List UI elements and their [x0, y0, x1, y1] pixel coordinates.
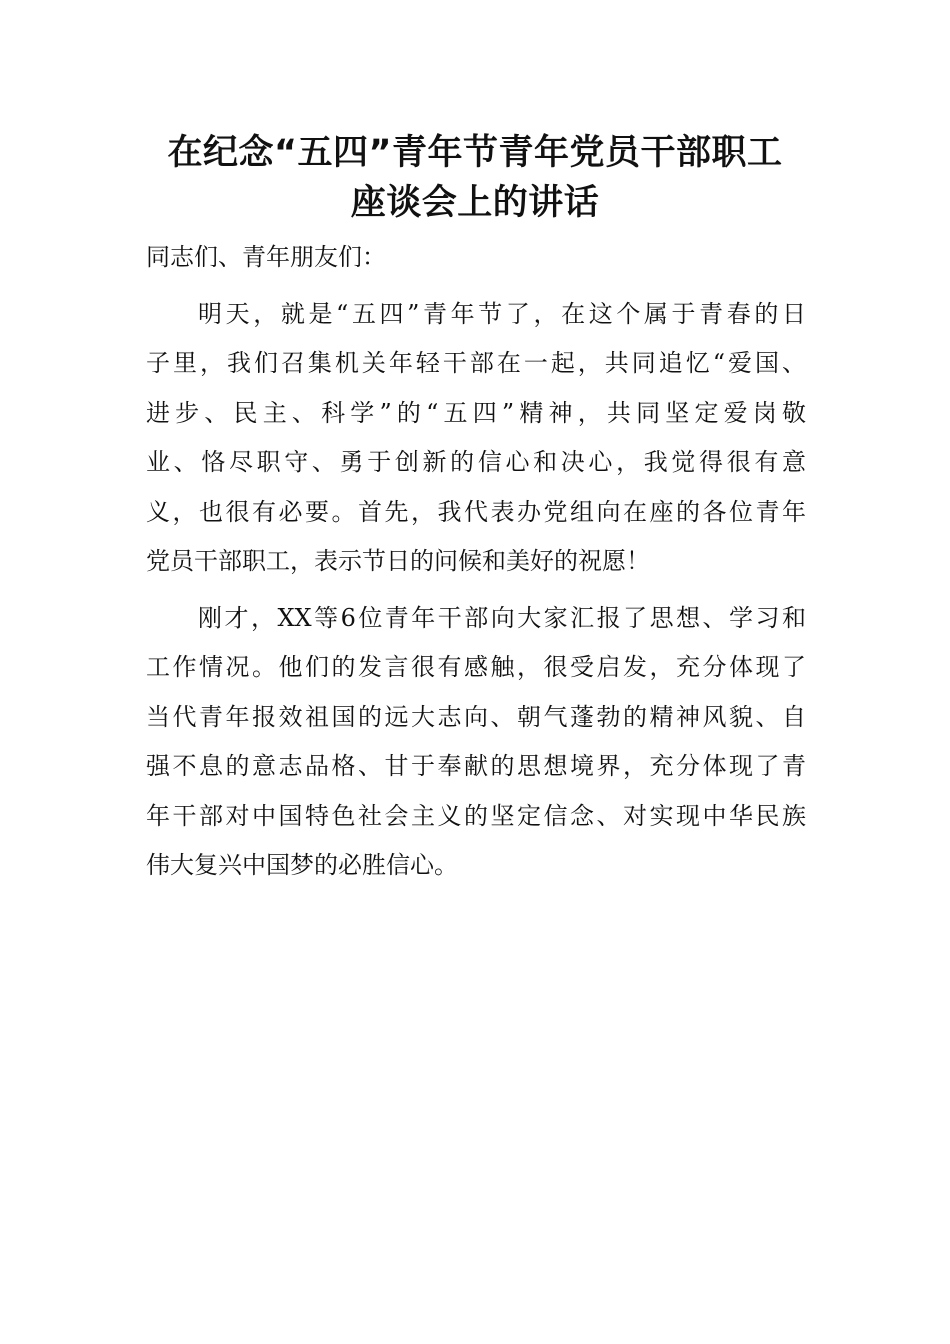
document-title: [120, 128, 830, 228]
paragraph-line: 当代青年报效祖国的远大志向、朝气蓬勃的精神风貌、自: [146, 702, 806, 731]
paragraph-line: 业、恪尽职守、勇于创新的信心和决心，我觉得很有意: [146, 448, 806, 476]
paragraph-2: [146, 594, 806, 891]
paragraph-line: 进步、民主、科学”的“五四”精神，共同坚定爱岗敬: [146, 398, 806, 427]
paragraph-line: 子里，我们召集机关年轻干部在一起，共同追忆“爱国、: [146, 349, 806, 377]
paragraph-line: 伟大复兴中国梦的必胜信心。: [146, 851, 458, 879]
paragraph-line: 明天，就是“五四”青年节了，在这个属于青春的日: [198, 299, 806, 328]
salutation: 同志们、青年朋友们：: [146, 243, 386, 271]
paragraph-line: 党员干部职工，表示节日的问候和美好的祝愿！: [146, 547, 650, 575]
title-line-1: 在纪念“五四”青年节青年党员干部职工: [167, 133, 783, 173]
paragraph-1: [146, 290, 806, 587]
title-line-2: 座谈会上的讲话: [350, 183, 600, 223]
paragraph-line: 义，也很有必要。首先，我代表办党组向在座的各位青年: [146, 497, 806, 526]
document-body: [146, 233, 806, 891]
paragraph-line: 刚才，XX等6位青年干部向大家汇报了思想、学习和: [198, 603, 806, 632]
paragraph-line: 工作情况。他们的发言很有感触，很受启发，充分体现了: [146, 653, 806, 681]
paragraph-line: 强不息的意志品格、甘于奉献的思想境界，充分体现了青: [146, 752, 806, 780]
paragraph-line: 年干部对中国特色社会主义的坚定信念、对实现中华民族: [146, 801, 806, 830]
